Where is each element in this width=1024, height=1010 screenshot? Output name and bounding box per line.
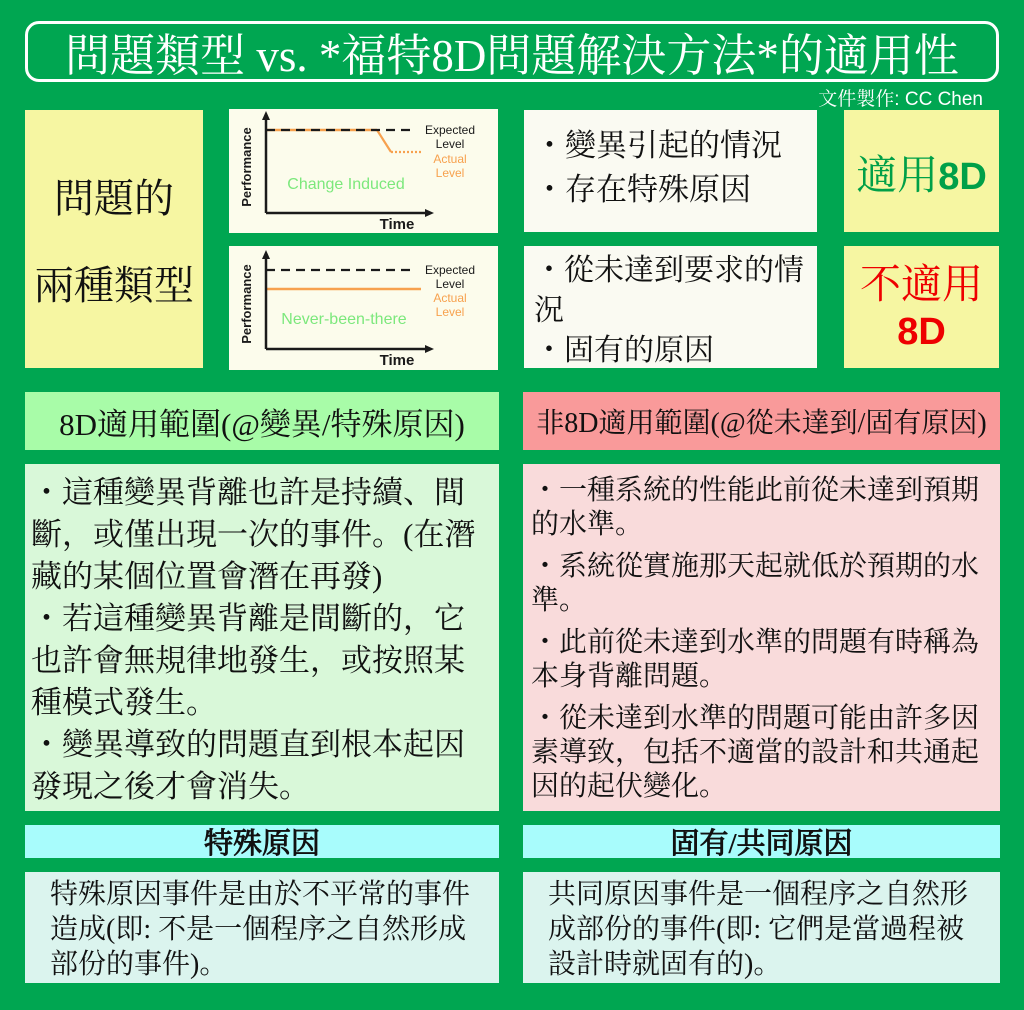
expected-label-1: Expected [424,263,476,277]
chart-caption: Change Induced [287,176,405,193]
expected-label-1: Expected [424,123,476,137]
verdict-8d: 8D [938,155,987,198]
note-special-cause: 特殊原因事件是由於不平常的事件造成(即: 不是一個程序之自然形成部份的事件)。 [25,872,499,983]
never-been-there-bullets [524,246,817,368]
actual-label-1: Actual [433,291,467,305]
bullet: ・從未達到要求的情況 [534,254,804,327]
x-axis-label: Time [379,352,415,368]
y-axis-label: Performance [239,127,254,207]
note-common-cause: 共同原因事件是一個程序之自然形成部份的事件(即: 它們是當過程被設計時就固有的)。 [523,872,1000,983]
bullet: ・此前從未達到水準的問題有時稱為本身背離問題。 [531,627,980,692]
bullet: ・存在特殊原因 [534,172,751,207]
body-non-8d-scope [523,464,1000,811]
page-title: 問題類型 vs. *福特8D問題解決方法*的適用性 [65,31,959,81]
header-8d-scope: 8D適用範圍(@變異/特殊原因) [25,392,499,450]
bullet: ・從未達到水準的問題可能由許多因素導致，包括不適當的設計和共通起因的起伏變化。 [531,703,980,802]
y-axis-label: Performance [239,264,254,344]
chart-never-been-there [229,246,498,370]
chart-change-induced [229,109,498,233]
bullet: ・系統從實施那天起就低於預期的水準。 [531,551,980,616]
actual-label-2: Level [435,166,465,180]
verdict-text: 適用 [856,151,939,198]
verdict-8d: 8D [897,311,946,353]
x-axis-arrow [425,209,434,217]
bullet: ・這種變異背離也許是持續、間斷，或僅出現一次的事件。(在潛藏的某個位置會潛在再發) [31,475,476,594]
y-axis-arrow [262,250,270,259]
y-axis-arrow [262,111,270,120]
bullet: ・變異引起的情況 [534,128,782,163]
bullet: ・若這種變異背離是間斷的，它也許會無規律地發生，或按照某種模式發生。 [31,601,465,720]
verdict-not-apply-8d [844,246,999,368]
header-common-cause: 固有/共同原因 [523,825,1000,858]
bullet: ・變異導致的問題直到根本起因發現之後才會消失。 [31,727,465,804]
bullet: ・一種系統的性能此前從未達到預期的水準。 [531,475,980,540]
verdict-apply-8d [844,110,999,232]
bullet: ・固有的原因 [534,334,714,367]
x-axis-arrow [425,345,434,353]
expected-label-2: Level [435,137,465,151]
body-8d-scope [25,464,499,811]
chart-caption: Never-been-there [281,311,407,328]
title-box [25,21,999,82]
actual-label-1: Actual [433,152,467,166]
actual-level-drop [377,130,391,152]
header-special-cause: 特殊原因 [25,825,499,858]
expected-label-2: Level [435,277,465,291]
credit-label: 文件製作: CC Chen [818,89,983,110]
header-non-8d-scope: 非8D適用範圍(@從未達到/固有原因) [523,392,1000,450]
actual-label-2: Level [435,305,465,319]
problem-types-line1: 問題的 [54,176,174,221]
x-axis-label: Time [379,216,415,233]
verdict-text: 不適用 [860,261,983,307]
problem-types-box [25,110,203,368]
problem-types-line2: 兩種類型 [34,263,194,308]
change-induced-bullets [524,110,817,232]
